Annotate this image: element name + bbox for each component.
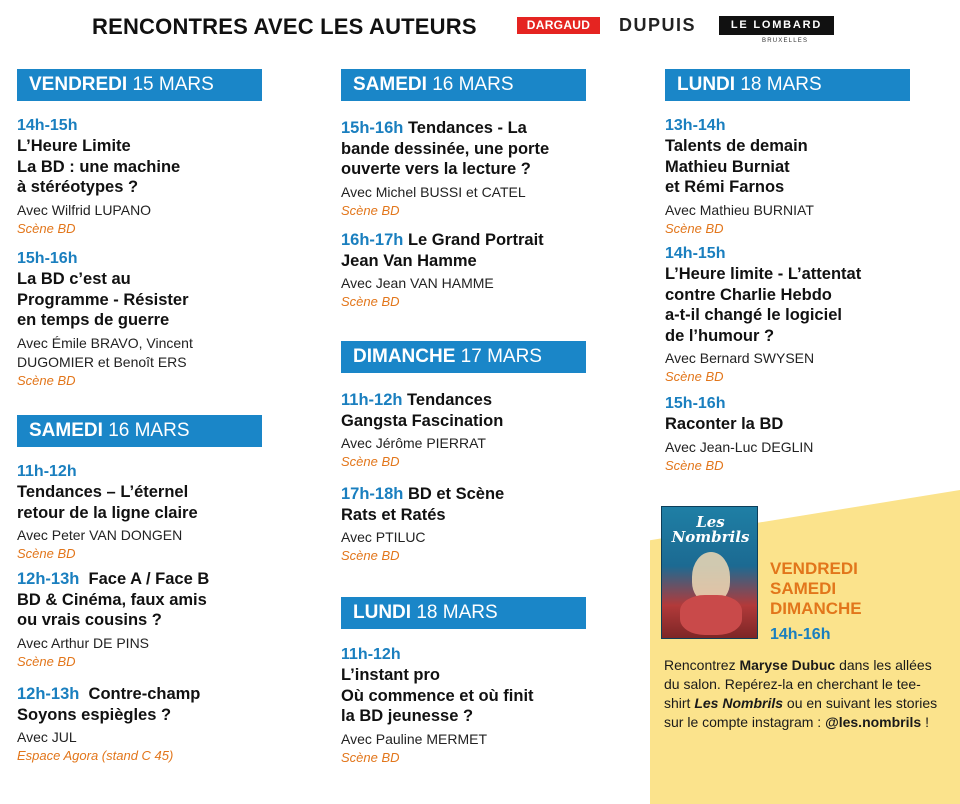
promo-author: Maryse Dubuc	[739, 657, 836, 673]
instagram-handle: @les.nombrils	[825, 714, 922, 730]
page-title: RENCONTRES AVEC LES AUTEURS	[92, 14, 477, 39]
event-title: Raconter la BD	[665, 415, 784, 433]
event-time: 14h-15h	[665, 245, 726, 262]
day-banner-samedi-16: SAMEDI 16 MARS	[17, 415, 262, 447]
event-authors: Avec Michel BUSSI et CATEL	[341, 183, 526, 200]
event-card	[665, 394, 960, 474]
event-time: 11h-12h	[341, 391, 403, 409]
promo-days: VENDREDI SAMEDI DIMANCHE	[770, 559, 862, 618]
day-banner-lundi-18: LUNDI 18 MARS	[665, 69, 910, 101]
day-banner-samedi-16: SAMEDI 16 MARS	[341, 69, 586, 101]
event-card	[665, 116, 960, 237]
event-authors: Avec Arthur DE PINS	[17, 634, 150, 651]
day-banner-vendredi-15: VENDREDI 15 MARS	[17, 69, 262, 101]
event-card	[17, 249, 317, 389]
event-location: Scène BD	[665, 220, 724, 236]
event-location: Scène BD	[341, 454, 400, 469]
event-authors: Avec Jean VAN HAMME	[341, 275, 494, 291]
event-authors: Avec Wilfrid LUPANO	[17, 201, 152, 218]
event-card	[17, 569, 317, 670]
event-authors: Avec Peter VAN DONGEN	[17, 527, 183, 543]
book-cover-title: Les Nombrils	[671, 513, 750, 546]
event-title: 12h-13h Face A / Face B BD & Cinéma, faux amis ou vrais cousins ?	[17, 570, 210, 629]
book-cover-figure	[680, 595, 742, 635]
event-authors: Avec Jérôme PIERRAT	[341, 435, 486, 451]
event-authors: Avec PTILUC	[341, 529, 426, 545]
day-banner-dimanche-17: DIMANCHE 17 MARS	[341, 341, 586, 373]
event-location: Scène BD	[17, 653, 76, 669]
event-location: Scène BD	[17, 372, 76, 388]
dupuis-logo: DUPUIS	[619, 15, 697, 35]
event-title: 17h-18h BD et Scène Rats et Ratés	[341, 485, 505, 524]
event-location: Scène BD	[341, 548, 400, 563]
promo-time: 14h-16h	[770, 626, 831, 643]
event-authors: Avec Mathieu BURNIAT	[665, 201, 814, 218]
day-banner-lundi-18: LUNDI 18 MARS	[341, 597, 586, 629]
les-nombrils-book-cover	[661, 506, 758, 639]
event-title: La BD c’est au Programme - Résister en temps de guerre	[17, 270, 189, 329]
event-location: Scène BD	[341, 202, 400, 218]
event-title: Talents de demain Mathieu Burniat et Rémi Farnos	[665, 137, 808, 196]
event-card	[341, 118, 641, 219]
event-card	[341, 230, 641, 310]
event-location: Espace Agora (stand C 45)	[17, 748, 174, 763]
event-title: 16h-17h Le Grand Portrait Jean Van Hamme	[341, 231, 544, 270]
event-time: 14h-15h	[17, 117, 78, 134]
event-card	[17, 116, 317, 237]
event-time: 13h-14h	[665, 117, 726, 134]
event-card	[17, 684, 317, 764]
event-location: Scène BD	[17, 546, 76, 561]
event-location: Scène BD	[17, 220, 76, 236]
event-title: L’Heure limite - L’attentat contre Charlie Hebdo a-t-il changé le logiciel de l’humour ?	[665, 265, 862, 345]
event-location: Scène BD	[341, 294, 400, 309]
event-location: Scène BD	[665, 457, 724, 473]
event-card	[665, 244, 960, 385]
event-time: 15h-16h	[665, 395, 726, 412]
event-time: 17h-18h	[341, 485, 404, 503]
event-title: Tendances – L’éternel retour de la ligne claire	[17, 483, 198, 522]
event-title: 11h-12h Tendances Gangsta Fascination	[341, 391, 504, 430]
event-time: 12h-13h	[17, 570, 80, 588]
event-authors: Avec JUL	[17, 729, 77, 745]
event-authors: Avec Jean-Luc DEGLIN	[665, 438, 814, 455]
event-time: 11h-12h	[17, 463, 77, 480]
promo-text: Rencontrez Maryse Dubuc dans les allées du salon. Repérez-la en cherchant le tee-shirt Les Nombrils ou en suivant les stories sur le compte instagram : @les.nombrils !	[664, 657, 938, 730]
event-title: L’instant pro Où commence et où finit la BD jeunesse ?	[341, 666, 534, 725]
event-time: 16h-17h	[341, 231, 404, 249]
event-authors: Avec Pauline MERMET	[341, 730, 488, 747]
event-title: L’Heure Limite La BD : une machine à stéréotypes ?	[17, 137, 181, 196]
event-time: 15h-16h	[341, 119, 404, 137]
promo-series: Les Nombrils	[694, 695, 784, 711]
event-card	[341, 484, 641, 564]
event-authors: Avec Bernard SWYSEN	[665, 350, 815, 366]
event-card	[341, 390, 641, 470]
le-lombard-logo: LE LOMBARD	[719, 16, 834, 35]
event-location: Scène BD	[341, 749, 400, 765]
event-card	[17, 462, 317, 562]
event-time: 12h-13h	[17, 685, 80, 703]
event-location: Scène BD	[665, 369, 724, 384]
event-time: 11h-12h	[341, 646, 401, 663]
event-authors: Avec Émile BRAVO, Vincent DUGOMIER et Benoît ERS	[17, 334, 193, 370]
event-title: 15h-16h Tendances - La bande dessinée, une porte ouverte vers la lecture ?	[341, 119, 550, 178]
event-card	[341, 645, 641, 766]
le-lombard-logo-subtitle: BRUXELLES	[762, 38, 809, 44]
event-time: 15h-16h	[17, 250, 78, 267]
event-title: 12h-13h Contre-champ Soyons espiègles ?	[17, 685, 201, 724]
dargaud-logo: DARGAUD	[517, 17, 600, 34]
page-header	[0, 0, 960, 48]
